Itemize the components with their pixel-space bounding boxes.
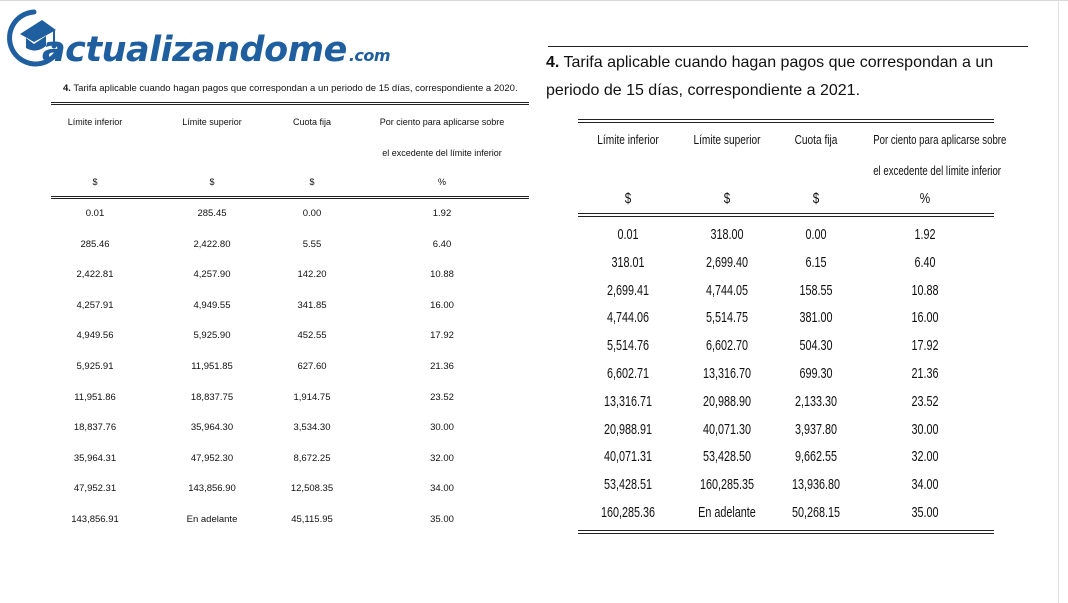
table-2020-caption bbox=[63, 83, 518, 94]
table-cell: 4,949.55 bbox=[193, 299, 231, 311]
table-cell: 2,422.81 bbox=[76, 269, 114, 281]
site-logo[interactable] bbox=[4, 4, 391, 84]
table-cell: 4,744.05 bbox=[705, 281, 749, 299]
table-cell: 2,133.30 bbox=[794, 392, 838, 410]
table-cell: 18,837.75 bbox=[190, 391, 234, 403]
table-cell: 2,699.41 bbox=[606, 281, 650, 299]
table-cell: 10.88 bbox=[911, 281, 939, 299]
table-cell: 34.00 bbox=[430, 483, 454, 495]
table-cell: 34.00 bbox=[911, 476, 939, 494]
table-cell: 12,508.35 bbox=[290, 483, 334, 495]
table-cell: 142.20 bbox=[297, 269, 327, 281]
table-cell: 4,744.06 bbox=[606, 309, 650, 327]
table-cell: 6.40 bbox=[432, 238, 452, 250]
table-2020-header-percent-line2: el excedente del límite inferior bbox=[382, 148, 502, 158]
table-2020-unit-percent: % bbox=[437, 177, 446, 187]
table-2021-header-upper-limit: Límite superior bbox=[693, 132, 761, 147]
table-cell: 5,925.90 bbox=[193, 330, 231, 342]
table-cell: 5,514.76 bbox=[606, 337, 650, 355]
table-2021-unit-fee: $ bbox=[812, 190, 820, 207]
table-cell: 285.45 bbox=[197, 208, 227, 219]
table-cell: 381.00 bbox=[799, 309, 833, 327]
table-2020-unit-lower: $ bbox=[92, 177, 98, 187]
table-cell: 160,285.36 bbox=[600, 504, 656, 521]
table-cell: 8,672.25 bbox=[293, 452, 331, 464]
table-cell: 53,428.51 bbox=[603, 476, 653, 494]
table-2021-top-rule bbox=[578, 119, 994, 123]
table-2021-unit-upper: $ bbox=[723, 190, 731, 207]
table-cell: 11,951.85 bbox=[191, 361, 233, 372]
table-2021-header-rule bbox=[578, 213, 994, 217]
table-cell: 32.00 bbox=[911, 448, 939, 466]
table-cell: 23.52 bbox=[430, 391, 454, 403]
table-2021-caption bbox=[546, 49, 1030, 105]
top-border bbox=[0, 0, 1068, 1]
table-cell: 4,257.91 bbox=[76, 299, 114, 311]
table-2021-caption-text: Tarifa aplicable cuando hagan pagos que correspondan a un periodo de 15 días, correspondiente a 2021. bbox=[546, 54, 994, 99]
table-cell: 699.30 bbox=[799, 365, 833, 382]
table-cell: 53,428.50 bbox=[702, 448, 752, 466]
table-cell: 504.30 bbox=[799, 337, 833, 355]
table-cell: 4,257.90 bbox=[193, 269, 231, 281]
table-2021-bottom-rule bbox=[578, 530, 994, 534]
table-2021-top-line bbox=[548, 46, 1028, 47]
table-cell: 35,964.30 bbox=[190, 422, 234, 434]
logo-tld: .com bbox=[348, 46, 391, 65]
table-cell: 627.60 bbox=[297, 361, 327, 372]
table-cell: 35,964.31 bbox=[73, 452, 117, 464]
table-cell: 30.00 bbox=[430, 422, 454, 434]
table-cell: 4,949.56 bbox=[76, 330, 114, 342]
table-cell: 0.00 bbox=[302, 208, 322, 219]
table-cell: 47,952.31 bbox=[73, 483, 117, 495]
table-cell: 9,662.55 bbox=[794, 448, 838, 466]
table-cell: 6.15 bbox=[805, 253, 827, 271]
table-cell: 5.55 bbox=[302, 238, 322, 250]
table-cell: 341.85 bbox=[297, 299, 327, 311]
table-cell: 11,951.86 bbox=[74, 391, 116, 403]
table-cell: 0.01 bbox=[85, 208, 105, 219]
table-2021-header-percent: Por ciento para aplicarse sobre bbox=[873, 132, 1007, 147]
table-2020-header-fixed-fee: Cuota fija bbox=[292, 117, 332, 127]
table-cell: 16.00 bbox=[430, 299, 454, 311]
table-2021-header-percent-line2: el excedente del límite inferior bbox=[873, 163, 1002, 178]
table-cell: 21.36 bbox=[911, 365, 939, 382]
table-cell: 143,856.91 bbox=[71, 514, 119, 525]
table-cell: 13,316.71 bbox=[603, 392, 653, 410]
table-cell: 45,115.95 bbox=[291, 514, 333, 525]
table-cell: 10.88 bbox=[430, 269, 454, 281]
table-cell: 2,422.80 bbox=[193, 238, 231, 250]
right-border bbox=[1058, 0, 1059, 603]
table-cell: 17.92 bbox=[430, 330, 454, 342]
table-cell: 0.01 bbox=[617, 226, 639, 243]
table-cell: 20,988.91 bbox=[603, 420, 653, 438]
table-cell: 5,514.75 bbox=[705, 309, 749, 327]
table-cell: 32.00 bbox=[430, 452, 454, 464]
table-cell: 50,268.15 bbox=[791, 504, 841, 521]
table-cell: 1.92 bbox=[432, 208, 452, 219]
table-cell: 13,936.80 bbox=[791, 476, 841, 494]
table-2020-number: 4. bbox=[63, 83, 71, 94]
table-cell: 6,602.70 bbox=[705, 337, 749, 355]
table-2020-header-lower-limit: Límite inferior bbox=[67, 117, 123, 127]
table-cell: 452.55 bbox=[297, 330, 327, 342]
table-cell: 40,071.31 bbox=[603, 448, 653, 466]
table-cell: 143,856.90 bbox=[188, 483, 236, 495]
table-2021-header-fixed-fee: Cuota fija bbox=[794, 132, 838, 147]
table-cell: 0.00 bbox=[805, 226, 827, 243]
logo-wordmark bbox=[42, 30, 390, 70]
table-cell: 2,699.40 bbox=[705, 253, 749, 271]
table-cell: 318.01 bbox=[611, 253, 645, 271]
table-cell: 285.46 bbox=[80, 238, 110, 250]
table-2021-unit-percent: % bbox=[919, 190, 931, 207]
logo-brand: actualizandome bbox=[42, 30, 347, 70]
table-cell: 21.36 bbox=[430, 361, 454, 372]
table-cell: 13,316.70 bbox=[702, 365, 752, 382]
table-cell: 40,071.30 bbox=[702, 420, 752, 438]
table-2020-header-percent: Por ciento para aplicarse sobre bbox=[379, 117, 505, 127]
table-2020-header-upper-limit: Límite superior bbox=[182, 117, 242, 127]
table-cell: 3,937.80 bbox=[794, 420, 838, 438]
table-cell: 5,925.91 bbox=[76, 361, 114, 372]
table-cell: 47,952.30 bbox=[190, 452, 234, 464]
table-cell: 1.92 bbox=[914, 226, 936, 243]
table-cell: En adelante bbox=[186, 514, 238, 525]
table-2020-unit-fee: $ bbox=[309, 177, 315, 187]
table-cell: 6,602.71 bbox=[606, 365, 650, 382]
table-cell: 35.00 bbox=[911, 504, 939, 521]
table-cell: 30.00 bbox=[911, 420, 939, 438]
table-cell: 20,988.90 bbox=[702, 392, 752, 410]
table-2020-header-rule bbox=[51, 196, 529, 199]
table-cell: 23.52 bbox=[911, 392, 939, 410]
table-2020-unit-upper: $ bbox=[209, 177, 215, 187]
table-2020-top-rule bbox=[51, 102, 529, 105]
table-cell: En adelante bbox=[698, 504, 756, 521]
table-2021-unit-lower: $ bbox=[624, 190, 632, 207]
table-cell: 6.40 bbox=[914, 253, 936, 271]
table-2021-number: 4. bbox=[546, 54, 560, 71]
table-cell: 16.00 bbox=[911, 309, 939, 327]
table-cell: 1,914.75 bbox=[293, 391, 331, 403]
table-2021-header-lower-limit: Límite inferior bbox=[597, 132, 659, 147]
table-cell: 18,837.76 bbox=[73, 422, 117, 434]
table-2020-caption-text: Tarifa aplicable cuando hagan pagos que correspondan a un periodo de 15 días, correspondiente a 2020. bbox=[70, 83, 518, 94]
table-cell: 160,285.35 bbox=[699, 476, 755, 494]
table-cell: 3,534.30 bbox=[293, 422, 331, 434]
table-cell: 17.92 bbox=[911, 337, 939, 355]
table-cell: 35.00 bbox=[430, 514, 454, 525]
table-cell: 318.00 bbox=[710, 226, 744, 243]
table-cell: 158.55 bbox=[799, 281, 833, 299]
